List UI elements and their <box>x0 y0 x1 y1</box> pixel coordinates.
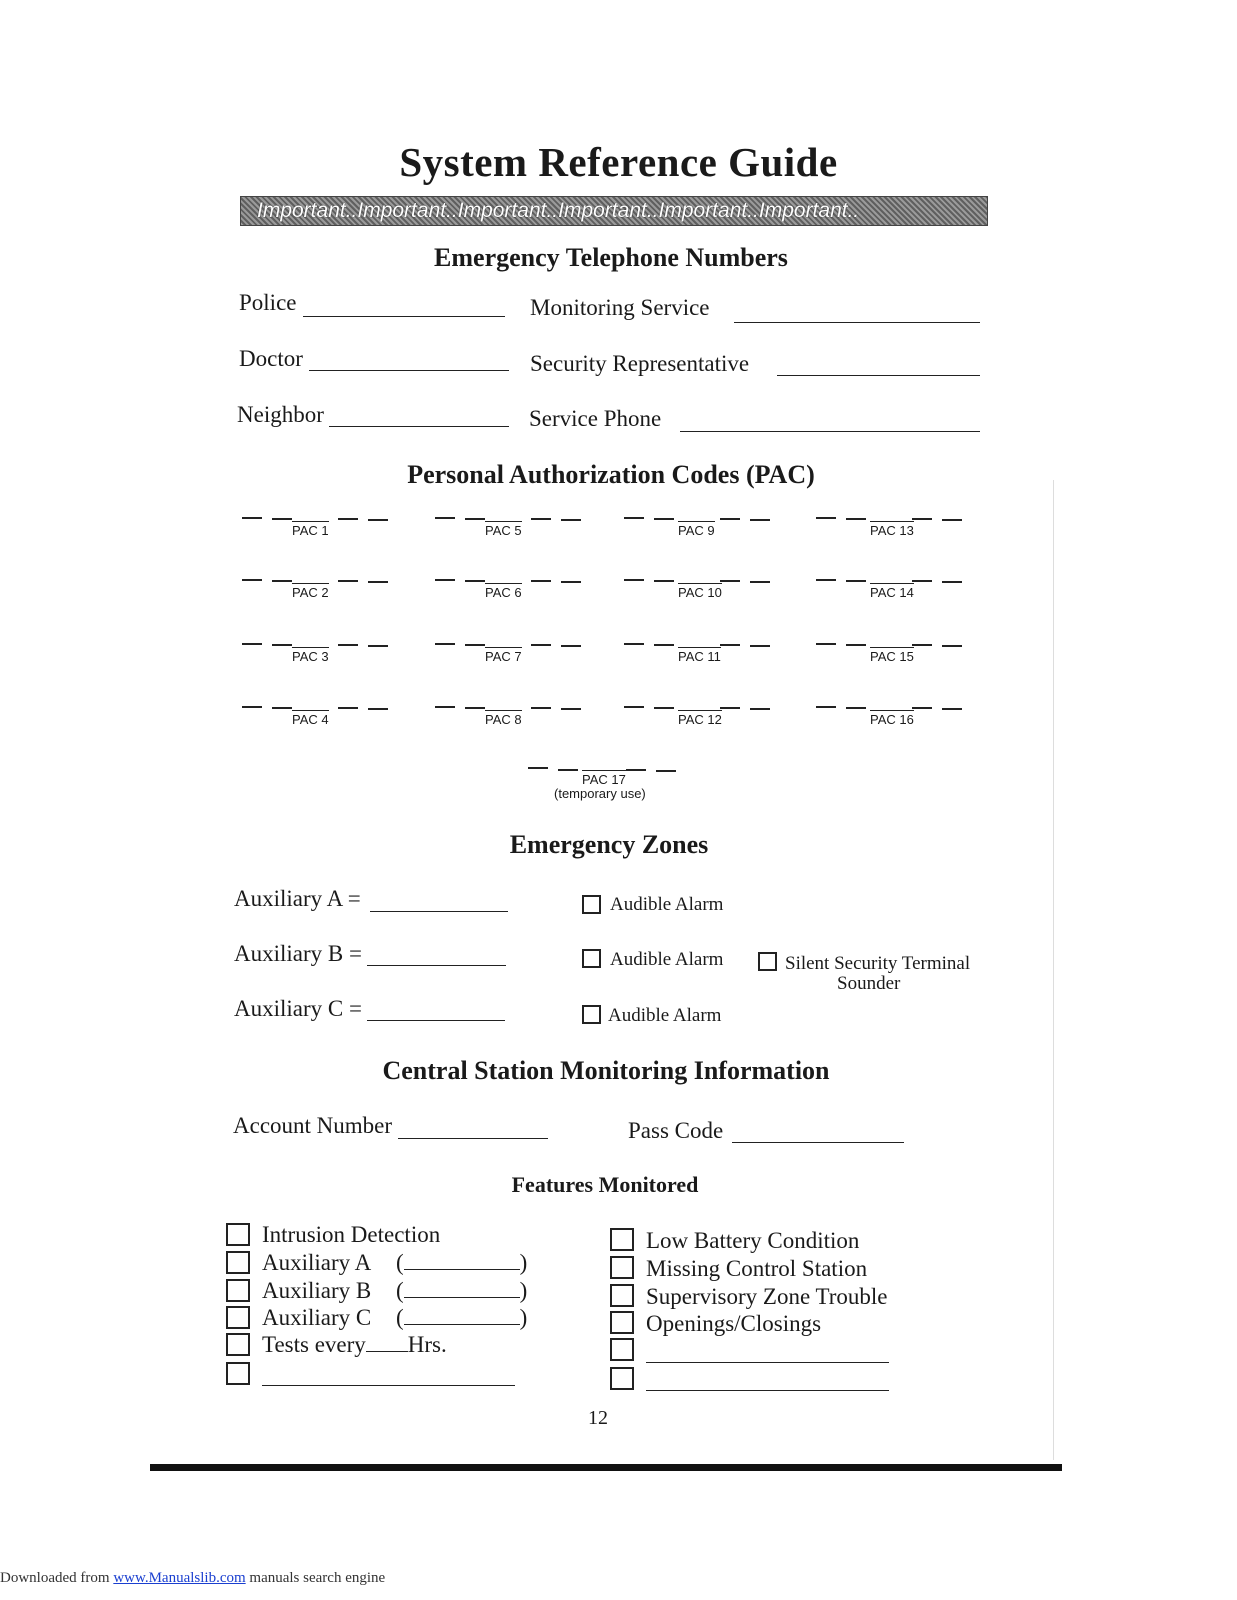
pac-code-2[interactable] <box>240 576 400 606</box>
aux-a-audible-checkbox[interactable] <box>582 895 601 914</box>
pac-label: PAC 3 <box>292 649 329 664</box>
features-heading: Features Monitored <box>511 1172 699 1197</box>
silent-sounder-label: Silent Security Terminal <box>785 953 971 974</box>
feature-aux-b-label: Auxiliary B <box>262 1278 372 1303</box>
neighbor-field[interactable] <box>329 426 509 427</box>
pass-code-label: Pass Code <box>628 1118 724 1143</box>
pac-label: PAC 2 <box>292 585 329 600</box>
low-battery-label: Low Battery Condition <box>646 1228 860 1253</box>
police-label: Police <box>239 290 297 315</box>
neighbor-label: Neighbor <box>237 402 324 427</box>
pass-code-field[interactable] <box>732 1142 904 1143</box>
custom-right-2-checkbox[interactable] <box>610 1367 634 1390</box>
intrusion-label: Intrusion Detection <box>262 1222 441 1247</box>
intrusion-checkbox[interactable] <box>226 1223 250 1246</box>
openings-label: Openings/Closings <box>646 1311 822 1336</box>
feature-aux-b-checkbox[interactable] <box>226 1279 250 1302</box>
silent-sounder-checkbox[interactable] <box>758 952 777 971</box>
feature-aux-c-checkbox[interactable] <box>226 1306 250 1329</box>
pac-label: PAC 14 <box>870 585 914 600</box>
service-phone-field[interactable] <box>680 431 980 432</box>
service-phone-label: Service Phone <box>529 406 662 431</box>
feature-aux-c-label: Auxiliary C <box>262 1305 372 1330</box>
pac-code-11[interactable] <box>622 640 782 670</box>
pac-code-1[interactable] <box>240 514 400 544</box>
pac-code-6[interactable] <box>433 576 593 606</box>
pac-code-12[interactable] <box>622 703 782 733</box>
aux-c-label: Auxiliary C = <box>234 996 362 1021</box>
pac-label: PAC 8 <box>485 712 522 727</box>
doctor-field[interactable] <box>309 370 509 371</box>
pac-17-note: (temporary use) <box>554 786 646 801</box>
pac-heading: Personal Authorization Codes (PAC) <box>407 460 815 489</box>
emergency-heading: Emergency Telephone Numbers <box>434 243 788 272</box>
monitoring-label: Monitoring Service <box>530 295 710 320</box>
pac-label: PAC 13 <box>870 523 914 538</box>
pac-code-13[interactable] <box>814 514 974 544</box>
custom-left-field[interactable] <box>262 1385 515 1386</box>
banner-text: Important..Important..Important..Important..Important..Important.. <box>257 199 860 222</box>
supervisory-checkbox[interactable] <box>610 1284 634 1307</box>
pac-label: PAC 4 <box>292 712 329 727</box>
pac-code-7[interactable] <box>433 640 593 670</box>
custom-right-1-checkbox[interactable] <box>610 1338 634 1361</box>
pac-code-5[interactable] <box>433 514 593 544</box>
pac-label: PAC 16 <box>870 712 914 727</box>
pac-17-code[interactable] <box>526 760 686 805</box>
pac-code-8[interactable] <box>433 703 593 733</box>
pac-code-16[interactable] <box>814 703 974 733</box>
tests-checkbox[interactable] <box>226 1333 250 1356</box>
aux-c-audible-label: Audible Alarm <box>608 1005 722 1026</box>
pac-code-10[interactable] <box>622 576 782 606</box>
pac-code-9[interactable] <box>622 514 782 544</box>
doctor-label: Doctor <box>239 346 303 371</box>
aux-b-field[interactable] <box>367 965 506 966</box>
pac-code-4[interactable] <box>240 703 400 733</box>
footer <box>0 1570 385 1587</box>
police-field[interactable] <box>303 316 505 317</box>
aux-c-audible-checkbox[interactable] <box>582 1005 601 1024</box>
pac-label: PAC 1 <box>292 523 329 538</box>
manualslib-link[interactable]: www.Manualslib.com <box>113 1570 246 1586</box>
important-banner <box>240 196 988 226</box>
aux-a-audible-label: Audible Alarm <box>610 894 724 915</box>
feature-aux-b-field[interactable]: ( ) <box>396 1278 528 1303</box>
security-rep-label: Security Representative <box>530 351 750 376</box>
tests-prefix: Tests every <box>262 1332 366 1357</box>
pac-label: PAC 11 <box>678 649 721 664</box>
monitoring-field[interactable] <box>734 322 980 323</box>
footer-prefix: Downloaded from <box>0 1570 114 1586</box>
account-number-label: Account Number <box>233 1113 393 1138</box>
pac-code-14[interactable] <box>814 576 974 606</box>
silent-sounder-label-2: Sounder <box>837 973 901 994</box>
pac-code-3[interactable] <box>240 640 400 670</box>
missing-control-label: Missing Control Station <box>646 1256 868 1281</box>
tests-hours-field[interactable] <box>366 1333 408 1352</box>
footer-suffix: manuals search engine <box>245 1570 386 1586</box>
pac-17-label: PAC 17 <box>582 772 626 787</box>
bottom-rule <box>150 1464 1062 1471</box>
page-title: System Reference Guide <box>399 139 838 185</box>
aux-a-field[interactable] <box>370 911 508 912</box>
pac-label: PAC 7 <box>485 649 522 664</box>
custom-left-checkbox[interactable] <box>226 1362 250 1385</box>
pac-label: PAC 10 <box>678 585 722 600</box>
aux-c-field[interactable] <box>367 1020 505 1021</box>
scan-edge <box>1053 480 1054 1460</box>
tests-row <box>262 1332 447 1358</box>
missing-control-checkbox[interactable] <box>610 1256 634 1279</box>
feature-aux-c-field[interactable]: ( ) <box>396 1305 528 1330</box>
supervisory-label: Supervisory Zone Trouble <box>646 1284 888 1309</box>
security-rep-field[interactable] <box>777 375 980 376</box>
pac-label: PAC 15 <box>870 649 914 664</box>
custom-right-2-field[interactable] <box>646 1390 889 1391</box>
feature-aux-a-field[interactable]: ( ) <box>396 1250 528 1275</box>
aux-a-label: Auxiliary A = <box>234 886 361 911</box>
openings-checkbox[interactable] <box>610 1311 634 1334</box>
aux-b-audible-checkbox[interactable] <box>582 949 601 968</box>
tests-suffix: Hrs. <box>407 1332 447 1357</box>
central-heading: Central Station Monitoring Information <box>382 1056 830 1085</box>
pac-label: PAC 6 <box>485 585 522 600</box>
zones-heading: Emergency Zones <box>509 830 709 859</box>
pac-label: PAC 12 <box>678 712 722 727</box>
pac-label: PAC 5 <box>485 523 522 538</box>
page-number: 12 <box>588 1407 608 1429</box>
account-number-field[interactable] <box>398 1138 548 1139</box>
custom-right-1-field[interactable] <box>646 1362 889 1363</box>
feature-aux-a-checkbox[interactable] <box>226 1251 250 1274</box>
feature-aux-a-label: Auxiliary A <box>262 1250 372 1275</box>
aux-b-audible-label: Audible Alarm <box>610 949 724 970</box>
low-battery-checkbox[interactable] <box>610 1228 634 1251</box>
pac-label: PAC 9 <box>678 523 715 538</box>
pac-code-15[interactable] <box>814 640 974 670</box>
aux-b-label: Auxiliary B = <box>234 941 362 966</box>
